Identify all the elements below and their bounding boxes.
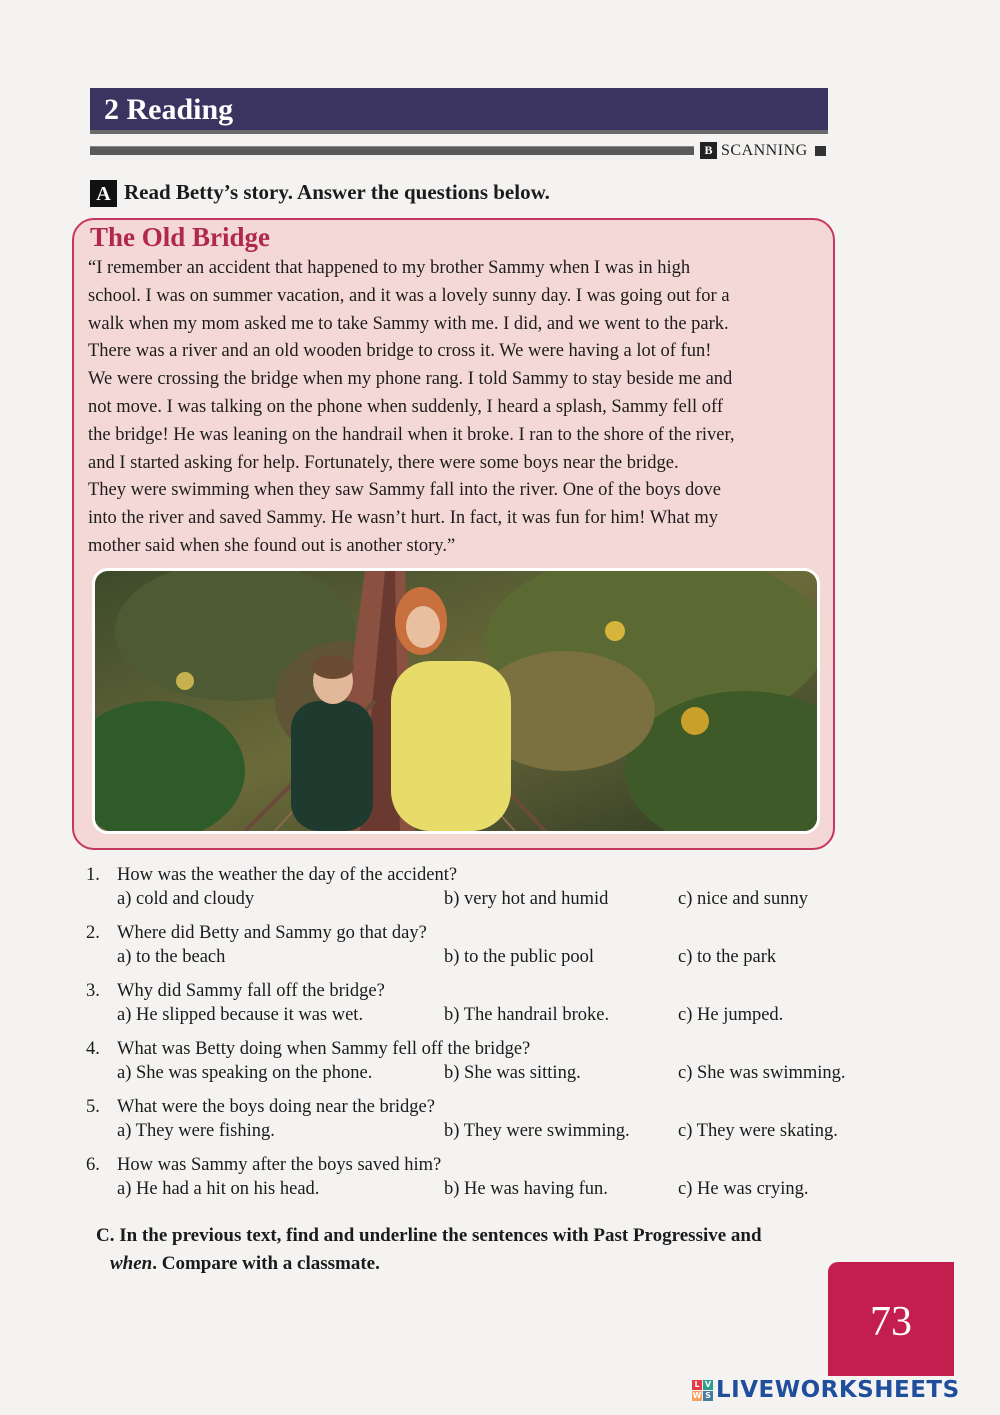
story-title: The Old Bridge bbox=[90, 222, 271, 252]
bridge-photo bbox=[92, 568, 820, 834]
option-c[interactable]: c) They were skating. bbox=[678, 1121, 838, 1141]
option-b[interactable]: b) The handrail broke. bbox=[444, 1005, 610, 1025]
story-line: walk when my mom asked me to take Sammy with me. I did, and we went to the park. bbox=[88, 313, 729, 334]
question-item bbox=[86, 865, 886, 923]
question-text: Where did Betty and Sammy go that day? bbox=[117, 923, 427, 943]
logo-letter: S bbox=[703, 1391, 713, 1401]
page-number-tab bbox=[828, 1262, 954, 1376]
questions-list bbox=[86, 865, 886, 1213]
story-line: mother said when she found out is another story.” bbox=[88, 535, 456, 556]
question-item bbox=[86, 981, 886, 1039]
story-line: They were swimming when they saw Sammy fall into the river. One of the boys dove bbox=[88, 480, 721, 501]
logo-text: LIVEWORKSHEETS bbox=[716, 1377, 960, 1403]
section-header-bar bbox=[90, 88, 828, 134]
option-c[interactable]: c) He was crying. bbox=[678, 1179, 809, 1199]
story-line: into the river and saved Sammy. He wasn’t hurt. In fact, it was fun for him! What my bbox=[88, 508, 719, 529]
option-a[interactable]: a) He had a hit on his head. bbox=[117, 1179, 320, 1199]
task-c-instruction bbox=[96, 1222, 856, 1278]
question-number: 4. bbox=[86, 1039, 100, 1059]
option-b[interactable]: b) She was sitting. bbox=[444, 1063, 581, 1083]
option-c[interactable]: c) to the park bbox=[678, 947, 777, 967]
divider-line bbox=[90, 146, 694, 155]
question-text: What was Betty doing when Sammy fell off the bridge? bbox=[117, 1039, 531, 1059]
question-text: What were the boys doing near the bridge? bbox=[117, 1097, 435, 1117]
logo-grid-icon bbox=[692, 1380, 713, 1401]
option-b[interactable]: b) very hot and humid bbox=[444, 889, 609, 909]
story-line: and I started asking for help. Fortunately, there were some boys near the bridge. bbox=[88, 452, 679, 473]
story-box bbox=[72, 218, 835, 850]
option-c[interactable]: c) She was swimming. bbox=[678, 1063, 846, 1083]
question-item bbox=[86, 1155, 886, 1213]
story-line: not move. I was talking on the phone when suddenly, I heard a splash, Sammy fell off bbox=[88, 396, 724, 417]
liveworksheets-logo[interactable] bbox=[692, 1374, 960, 1406]
task-a-instruction: Read Betty’s story. Answer the questions below. bbox=[124, 180, 550, 204]
story-line: We were crossing the bridge when my phone rang. I told Sammy to stay beside me and bbox=[88, 369, 733, 390]
skill-label: SCANNING bbox=[721, 142, 808, 159]
task-c-line-2 bbox=[96, 1250, 856, 1278]
option-a[interactable]: a) He slipped because it was wet. bbox=[117, 1005, 364, 1025]
option-a[interactable]: a) They were fishing. bbox=[117, 1121, 275, 1141]
question-item bbox=[86, 1097, 886, 1155]
option-b[interactable]: b) to the public pool bbox=[444, 947, 595, 967]
logo-letter: L bbox=[692, 1380, 702, 1390]
question-number: 3. bbox=[86, 981, 100, 1001]
skill-badge: B bbox=[700, 142, 717, 159]
option-c[interactable]: c) nice and sunny bbox=[678, 889, 808, 909]
question-text: How was the weather the day of the accident? bbox=[117, 865, 458, 885]
question-item bbox=[86, 1039, 886, 1097]
option-b[interactable]: b) He was having fun. bbox=[444, 1179, 608, 1199]
question-number: 5. bbox=[86, 1097, 100, 1117]
story-line: “I remember an accident that happened to my brother Sammy when I was in high bbox=[88, 258, 691, 278]
page-number: 73 bbox=[870, 1299, 912, 1345]
story-line: school. I was on summer vacation, and it was a lovely sunny day. I was going out for a bbox=[88, 285, 730, 306]
task-c-line-1: C. In the previous text, find and underline the sentences with Past Progressive and bbox=[96, 1225, 762, 1246]
task-c-rest: . Compare with a classmate. bbox=[152, 1253, 380, 1274]
question-item bbox=[86, 923, 886, 981]
logo-letter: W bbox=[692, 1390, 702, 1400]
story-line: the bridge! He was leaning on the handrail when it broke. I ran to the shore of the river, bbox=[88, 424, 735, 445]
option-a[interactable]: a) to the beach bbox=[117, 947, 226, 967]
story-line: There was a river and an old wooden bridge to cross it. We were having a lot of fun! bbox=[88, 341, 712, 362]
square-marker-icon bbox=[815, 146, 826, 156]
section-title: 2 Reading bbox=[104, 93, 234, 126]
question-number: 1. bbox=[86, 865, 100, 885]
task-c-emphasis: when bbox=[110, 1253, 153, 1274]
option-b[interactable]: b) They were swimming. bbox=[444, 1121, 630, 1141]
option-a[interactable]: a) She was speaking on the phone. bbox=[117, 1063, 373, 1083]
question-number: 6. bbox=[86, 1155, 100, 1175]
question-text: How was Sammy after the boys saved him? bbox=[117, 1155, 442, 1175]
task-a-badge: A bbox=[90, 180, 117, 207]
question-text: Why did Sammy fall off the bridge? bbox=[117, 981, 385, 1001]
logo-letter: V bbox=[704, 1379, 712, 1389]
option-a[interactable]: a) cold and cloudy bbox=[117, 889, 255, 909]
question-number: 2. bbox=[86, 923, 100, 943]
story-text bbox=[88, 255, 823, 561]
option-c[interactable]: c) He jumped. bbox=[678, 1005, 784, 1025]
bridge-photo-illustration bbox=[95, 571, 817, 831]
